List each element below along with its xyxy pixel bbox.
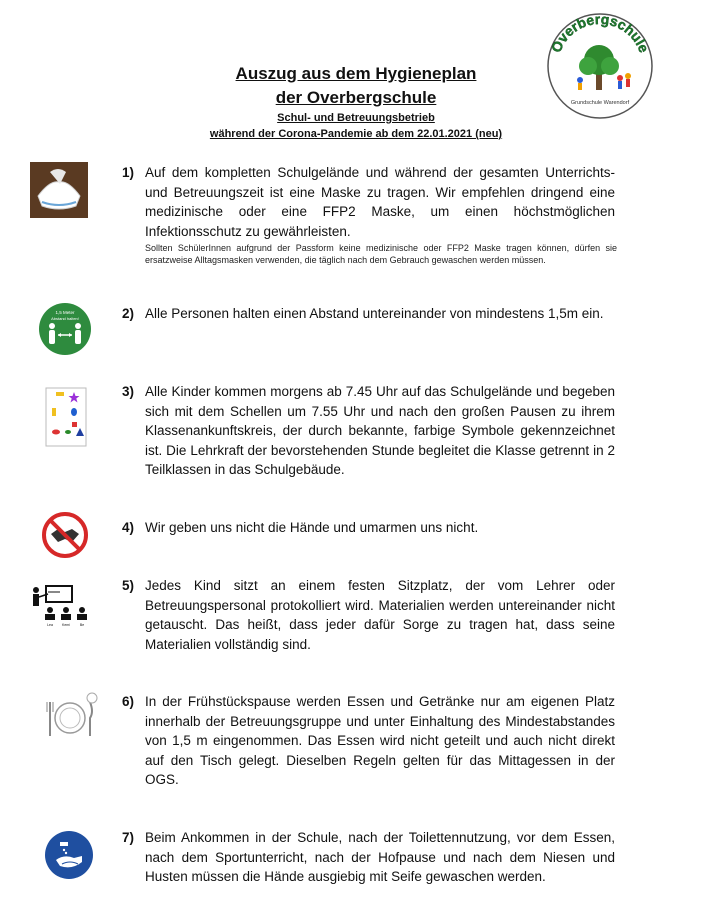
- item-number: 4): [122, 520, 135, 535]
- item-text: Alle Kinder kommen morgens ab 7.45 Uhr auf das Schulgelände und begeben sich mit dem Schellen um 7.55 Uhr und nach den großen Pausen zu ihrem Klassenankunftskreis, der durch bekannte, farbige Symbole gekennzeichnet ist. Die Lehrkraft der bevorstehenden Stunde begleitet die Klasse getrennt in 2 Teilklassen in das Schulgebäude.: [145, 384, 615, 477]
- item-text: Wir geben uns nicht die Hände und umarmen uns nicht.: [145, 520, 479, 535]
- item-number: 2): [122, 306, 135, 321]
- item-text: Beim Ankommen in der Schule, nach der Toilettennutzung, vor dem Essen, nach dem Sportunterricht, nach der Hofpause und nach dem Niesen und Husten müssen die Hände ausgiebig mit Seife gewaschen werden.: [145, 830, 615, 884]
- item-note: Sollten SchülerInnen aufgrund der Passform keine medizinische oder FFP2 Maske tragen können, dürfen sie ersatzweise Alltagsmasken verwenden, die täglich nach dem Gebrauch gewaschen werden müssen.: [145, 243, 617, 265]
- item-number: 1): [122, 165, 135, 180]
- document-title-line2: der Overbergschule: [275, 88, 437, 107]
- symbols-board-icon: [44, 386, 88, 448]
- svg-text:Lea: Lea: [47, 623, 53, 627]
- logo-name: Overbergschule: [547, 12, 653, 55]
- svg-text:Kemi: Kemi: [62, 623, 70, 627]
- svg-text:Abstand halten!: Abstand halten!: [51, 316, 79, 321]
- svg-text:Be: Be: [79, 623, 85, 627]
- handwash-icon: [44, 830, 94, 880]
- item-number: 7): [122, 830, 135, 845]
- plate-cutlery-icon: [42, 692, 100, 740]
- item-text: In der Frühstückspause werden Essen und Getränke nur am eigenen Platz innerhalb der Betreuungsgruppe und unter Einhaltung des Mindestabstandes von 1,5 m eingenommen. Das Essen wird nicht geteilt und auch nicht direkt auf den Tisch gelegt. Dieselben Regeln gelten für das Mittagessen in der OGS.: [145, 694, 615, 787]
- item-number: 3): [122, 384, 135, 399]
- classroom-icon: [28, 584, 90, 628]
- document-title-line1: Auszug aus dem Hygieneplan: [235, 64, 477, 83]
- item-number: 5): [122, 578, 135, 593]
- item-text: Jedes Kind sitzt an einem festen Sitzplatz, der vom Lehrer oder Betreuungspersonal protokolliert wird. Materialien werden untereinander nicht getauscht. Das heißt, dass jeder dafür Sorge zu tragen hat, dass seine Materialien vollständig sind.: [145, 578, 615, 652]
- item-text: Alle Personen halten einen Abstand untereinander von mindestens 1,5m ein.: [145, 306, 604, 321]
- logo-subtitle: Grundschule Warendorf: [570, 100, 630, 106]
- distance-icon: [38, 302, 92, 356]
- item-number: 6): [122, 694, 135, 709]
- document-subtitle: Schul- und Betreuungsbetrieb: [277, 112, 435, 124]
- mask-icon: [30, 162, 88, 218]
- school-logo: [540, 12, 660, 120]
- document-date-line: während der Corona-Pandemie ab dem 22.01.2021 (neu): [209, 128, 503, 140]
- item-text: Auf dem kompletten Schulgelände und während der gesamten Unterrichts- und Betreuungszeit ist eine Maske zu tragen. Wir empfehlen dringend eine medizinische oder eine FFP2 Maske, um einen höchstmöglichen Infektionsschutz zu gewährleisten.: [145, 165, 615, 239]
- svg-text:1,5 Meter: 1,5 Meter: [55, 310, 75, 315]
- no-handshake-icon: [42, 512, 88, 558]
